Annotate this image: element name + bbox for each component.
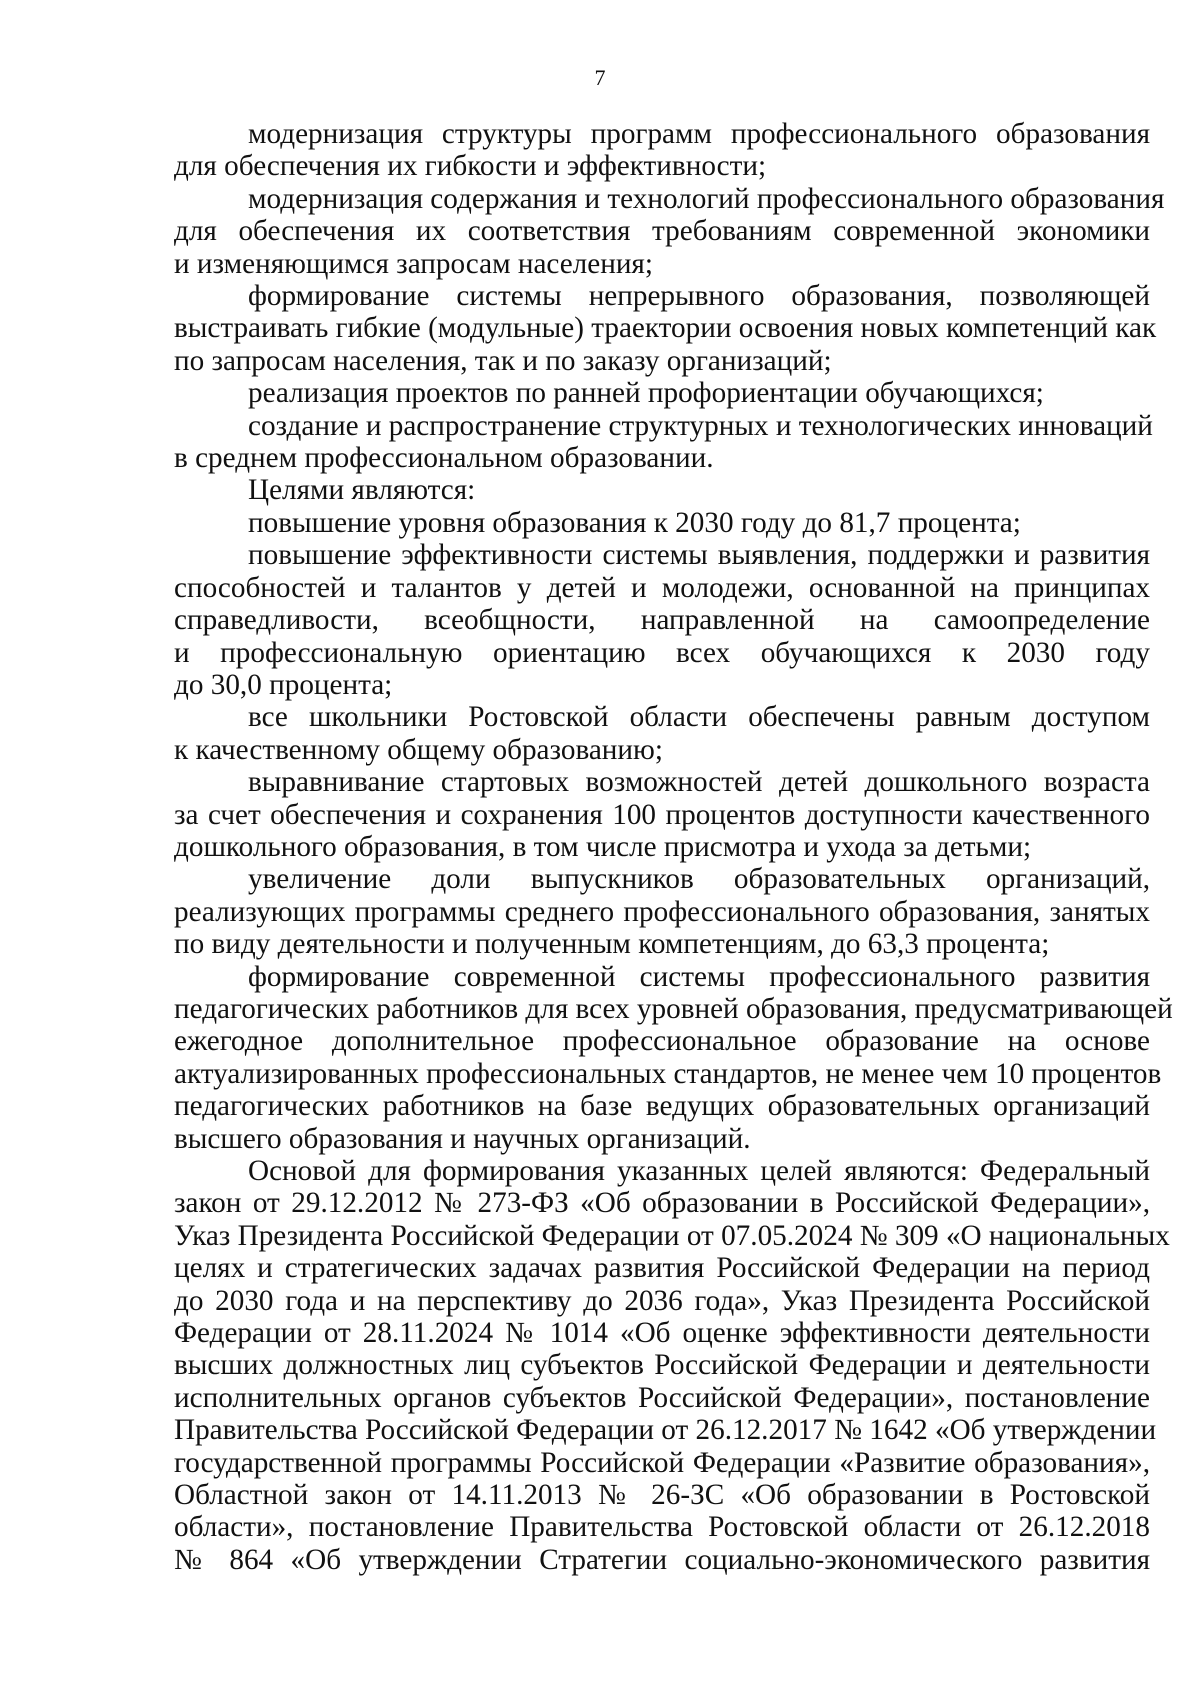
text-line: и изменяющимся запросам населения; [174,247,653,280]
text-line: повышение уровня образования к 2030 году до 81,7 процента; [248,506,1021,539]
text-line: выстраивать гибкие (модульные) траектории освоения новых компетенций как [174,312,1157,345]
paragraph [174,280,1157,377]
text-line: педагогических работников на базе ведущих образовательных организаций [174,1090,1150,1123]
text-line: по виду деятельности и полученным компетенциям, до 63,3 процента; [174,928,1050,961]
paragraph [174,766,1150,863]
paragraph [174,118,1150,183]
text-line: повышение эффективности системы выявления, поддержки и развития [248,539,1150,572]
text-line: формирование современной системы профессионального развития [248,960,1150,993]
text-line: высших должностных лиц субъектов Российской Федерации и деятельности [174,1349,1150,1382]
text-line: дошкольного образования, в том числе присмотра и ухода за детьми; [174,830,1032,863]
paragraph [174,1155,1170,1576]
paragraph [174,960,1173,1155]
document-body [174,118,1173,1576]
text-line: Основой для формирования указанных целей являются: Федеральный [248,1155,1150,1187]
text-line: целях и стратегических задачах развития Российской Федерации на период [174,1252,1150,1285]
text-line: № 864 «Об утверждении Стратегии социально-экономического развития [174,1543,1150,1576]
text-line: справедливости, всеобщности, направленной на самоопределение [174,604,1150,637]
text-line: к качественному общему образованию; [174,733,663,766]
paragraph [174,701,1150,766]
text-line: закон от 29.12.2012 № 273-ФЗ «Об образовании в Российской Федерации», [174,1187,1150,1220]
text-line: по запросам населения, так и по заказу организаций; [174,344,832,377]
text-line: педагогических работников для всех уровней образования, предусматривающей [174,992,1173,1025]
text-line: Федерации от 28.11.2024 № 1014 «Об оценке эффективности деятельности [174,1317,1150,1350]
text-line: области», постановление Правительства Ростовской области от 26.12.2018 [174,1511,1150,1544]
text-line: модернизация содержания и технологий профессионального образования [248,182,1165,215]
paragraph [174,507,1150,539]
text-line: модернизация структуры программ профессионального образования [248,118,1150,150]
paragraph [174,409,1153,475]
text-line: увеличение доли выпускников образовательных организаций, [248,863,1150,896]
text-line: Указ Президента Российской Федерации от 07.05.2024 № 309 «О национальных [174,1219,1170,1252]
text-line: создание и распространение структурных и технологических инноваций [248,409,1153,442]
text-line: Областной закон от 14.11.2013 № 26-ЗС «Об образовании в Ростовской [174,1479,1150,1512]
text-line: для обеспечения их соответствия требованиям современной экономики [174,215,1150,248]
paragraph [174,377,1150,409]
text-line: актуализированных профессиональных стандартов, не менее чем 10 процентов [174,1057,1162,1090]
text-line: способностей и талантов у детей и молодежи, основанной на принципах [174,571,1150,604]
text-line: в среднем профессиональном образовании. [174,442,714,475]
text-line: исполнительных органов субъектов Российской Федерации», постановление [174,1381,1150,1414]
text-line: высшего образования и научных организаций. [174,1122,751,1155]
text-line: выравнивание стартовых возможностей детей дошкольного возраста [248,766,1150,799]
paragraph [174,539,1150,701]
paragraph [174,474,1150,506]
paragraph [174,863,1150,960]
text-line: все школьники Ростовской области обеспечены равным доступом [248,701,1150,734]
text-line: Правительства Российской Федерации от 26.12.2017 № 1642 «Об утверждении [174,1414,1157,1447]
paragraph [174,182,1165,280]
text-line: формирование системы непрерывного образования, позволяющей [248,280,1150,313]
page-number: 7 [594,65,606,90]
text-line: Целями являются: [248,474,476,507]
text-line: для обеспечения их гибкости и эффективности; [174,150,767,183]
text-line: государственной программы Российской Федерации «Развитие образования», [174,1446,1150,1479]
text-line: до 2030 года и на перспективу до 2036 года», Указ Президента Российской [174,1284,1150,1317]
text-line: за счет обеспечения и сохранения 100 процентов доступности качественного [174,798,1150,831]
text-line: и профессиональную ориентацию всех обучающихся к 2030 году [174,636,1150,669]
text-line: реализующих программы среднего профессионального образования, занятых [174,895,1150,928]
text-line: ежегодное дополнительное профессиональное образование на основе [174,1025,1150,1058]
text-line: реализация проектов по ранней профориентации обучающихся; [248,377,1044,410]
text-line: до 30,0 процента; [174,668,393,701]
